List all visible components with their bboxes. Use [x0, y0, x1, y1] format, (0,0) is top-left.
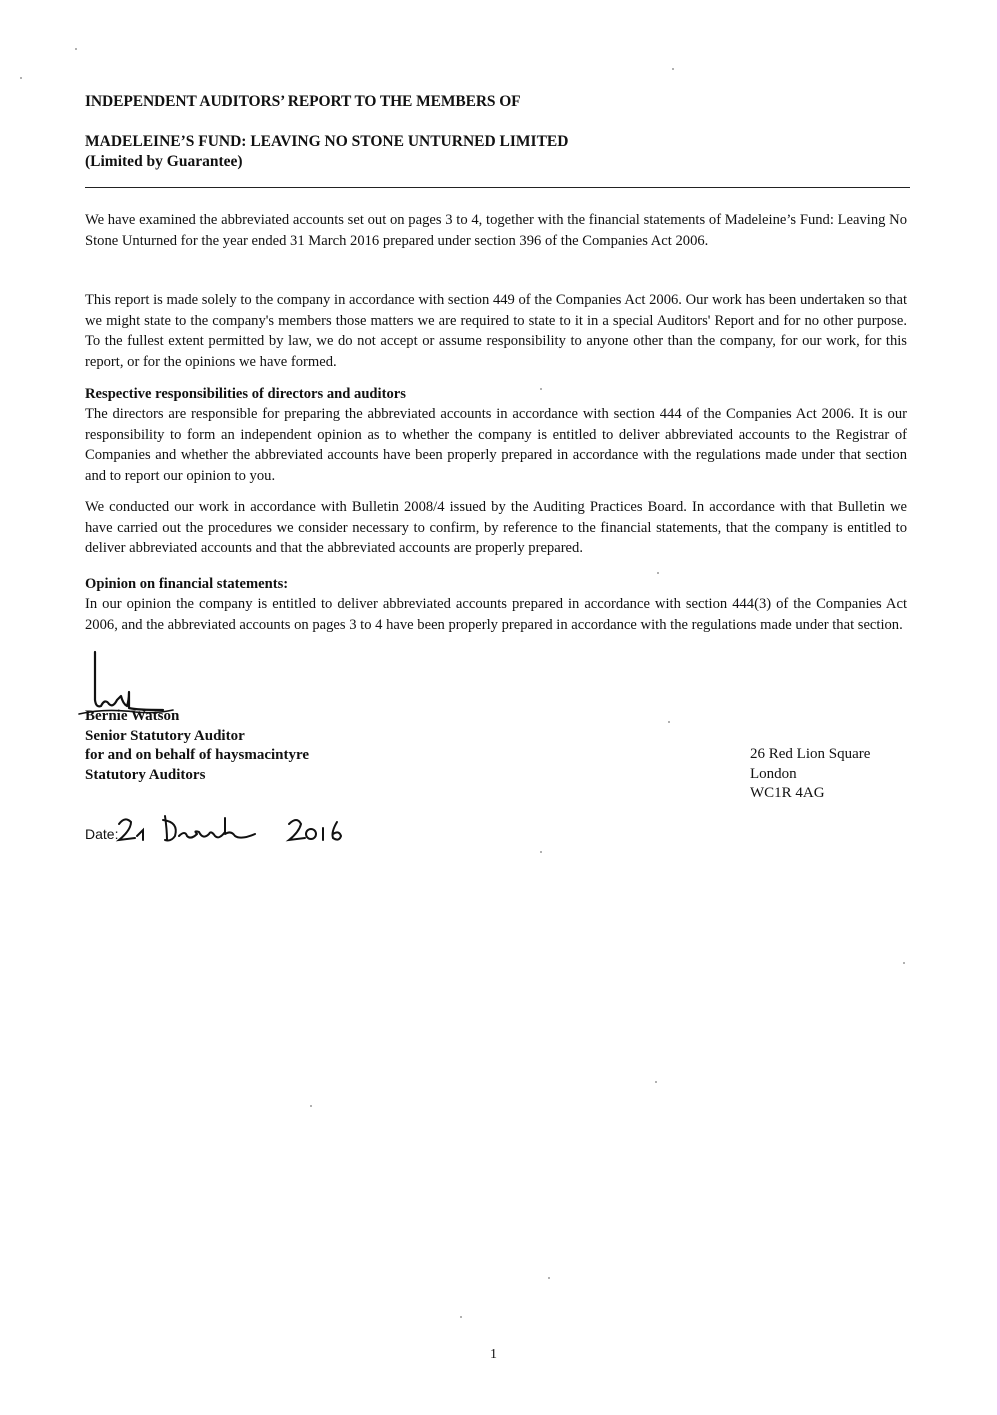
responsibilities-heading: Respective responsibilities of directors and auditors: [85, 386, 406, 402]
basis-paragraph: We conducted our work in accordance with Bulletin 2008/4 issued by the Auditing Practices Board. In accordance with that Bulletin we have carried out the procedures we consider necessary to confirm, by reference to the financial statements, that the company is entitled to deliver abbreviated accounts and that the abbreviated accounts are properly prepared.: [85, 499, 907, 556]
scan-speck: [310, 1105, 312, 1107]
intro-paragraph: We have examined the abbreviated accounts set out on pages 3 to 4, together with the financial statements of Madeleine’s Fund: Leaving No Stone Unturned for the year ended 31 March 2016 prepared under section 396 of the Companies Act 2006.: [85, 212, 907, 249]
address-line-1: 26 Red Lion Square: [750, 746, 871, 762]
address-line-2: London: [750, 765, 797, 782]
signatory-role: Senior Statutory Auditor: [85, 727, 245, 744]
signatory-block: [85, 707, 309, 785]
scan-speck: [75, 48, 77, 50]
page-number: 1: [490, 1347, 497, 1362]
scan-speck: [460, 1316, 462, 1318]
scan-speck: [548, 1277, 550, 1279]
signatory-firm-role: Statutory Auditors: [85, 766, 206, 783]
scan-speck: [672, 68, 674, 70]
date-row: [85, 810, 385, 850]
purpose-paragraph: This report is made solely to the company in accordance with section 449 of the Companies Act 2006. Our work has been undertaken so that we might state to the company's members those matters we are required to state to it in a special Auditors' Report and for no other purpose. To the fullest extent permitted by law, we do not accept or assume responsibility to anyone other than the company, for our work, for this report, or for the opinions we have formed.: [85, 292, 907, 370]
scan-speck: [903, 962, 905, 964]
scan-speck: [657, 572, 659, 574]
handwritten-date: [113, 810, 373, 850]
auditor-address: [750, 745, 870, 804]
opinion-paragraph: In our opinion the company is entitled to deliver abbreviated accounts prepared in accordance with section 444(3) of the Companies Act 2006, and the abbreviated accounts on pages 3 to 4 have been properly prepared in accordance with the regulations made under that section.: [85, 596, 907, 633]
report-title: INDEPENDENT AUDITORS’ REPORT TO THE MEMBERS OF: [85, 93, 521, 110]
responsibilities-paragraph: The directors are responsible for preparing the abbreviated accounts in accordance with section 444 of the Companies Act 2006. It is our responsibility to form an independent opinion as to whether the company is entitled to deliver abbreviated accounts to the Registrar of Companies and whether the abbreviated accounts have been properly prepared in accordance with the regulations made under that section and to report our opinion to you.: [85, 406, 907, 484]
signatory-on-behalf: for and on behalf of haysmacintyre: [85, 747, 310, 763]
scan-speck: [540, 388, 542, 390]
scan-speck: [668, 721, 670, 723]
date-label: Date:: [85, 826, 119, 842]
header-divider: [85, 187, 910, 188]
company-subtitle: (Limited by Guarantee): [85, 153, 243, 170]
scan-speck: [20, 77, 22, 79]
scan-speck: [540, 851, 542, 853]
company-name: MADELEINE’S FUND: LEAVING NO STONE UNTURNED LIMITED: [85, 133, 569, 150]
signatory-name: Bernie Watson: [85, 708, 180, 724]
address-line-3: WC1R 4AG: [750, 785, 825, 801]
scan-speck: [655, 1081, 657, 1083]
opinion-heading: Opinion on financial statements:: [85, 576, 289, 592]
